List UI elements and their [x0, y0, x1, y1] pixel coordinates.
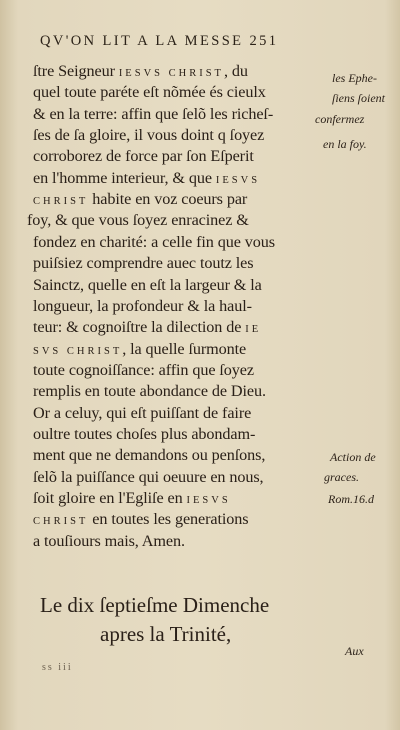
text-segment: en l'homme interieur, & que	[33, 168, 216, 187]
text-segment: habite en voz coeurs par	[88, 190, 248, 209]
text-segment: en toutes les generations	[88, 510, 249, 529]
text-segment: corroborez de force par ſon Eſperit	[33, 147, 254, 166]
text-segment: quel toute paréte eſt nõmée és cieulx	[33, 83, 266, 102]
text-line	[33, 446, 265, 465]
small-caps-name: IESVS	[215, 174, 261, 186]
section-heading-line1: Le dix ſeptieſme Dimenche	[40, 593, 270, 617]
running-head: QV'ON LIT A LA MESSE 251	[40, 33, 279, 49]
text-segment: ſes de ſa gloire, il vous doint q ſoyez	[33, 126, 265, 145]
small-caps-name: CHRIST	[33, 196, 89, 208]
text-segment: toute cognoiſſance: affin que ſoyez	[33, 360, 254, 379]
text-segment: & en la terre: affin que ſelõ les richeſ-	[33, 104, 274, 123]
text-line	[33, 276, 262, 295]
small-caps-name: CHRIST	[33, 516, 89, 528]
text-segment: remplis en toute abondance de Dieu.	[33, 382, 266, 401]
text-line	[33, 468, 264, 487]
small-caps-name: IESVS CHRIST	[118, 68, 224, 79]
margin-note: Rom.16.d	[328, 492, 374, 506]
text-segment: , la quelle ſurmonte	[122, 339, 247, 358]
text-line	[33, 361, 254, 380]
text-line	[33, 254, 253, 273]
text-segment: ſtre Seigneur	[33, 62, 119, 80]
text-segment: , du	[223, 62, 248, 80]
text-line	[33, 340, 246, 359]
text-line	[33, 382, 266, 401]
small-caps-name: IESVS	[186, 495, 231, 506]
text-segment: ſelõ la puiſſance qui oeuure en nous,	[33, 467, 264, 486]
small-caps-name: IE	[245, 324, 262, 336]
text-segment: fondez en charité: a celle fin que vous	[33, 232, 275, 251]
text-line	[33, 62, 248, 81]
text-line	[33, 532, 185, 551]
text-line	[33, 147, 254, 166]
text-segment: oultre toutes choſes plus abondam-	[33, 424, 256, 443]
text-line	[33, 83, 266, 102]
text-line	[33, 489, 231, 508]
margin-note: graces.	[324, 470, 359, 484]
text-segment: puiſsiez comprendre auec toutz les	[33, 254, 254, 273]
text-line	[33, 126, 264, 145]
text-segment: longueur, la profondeur & la haul-	[33, 296, 252, 315]
margin-note: les Ephe-	[332, 71, 377, 85]
margin-note: Action de	[330, 450, 376, 464]
text-line	[33, 510, 248, 529]
text-segment: a touſiours mais, Amen.	[33, 531, 185, 550]
text-line	[33, 169, 260, 188]
text-line	[27, 211, 249, 230]
text-segment: foy, & que vous ſoyez enracinez &	[27, 211, 249, 230]
text-segment: Sainctz, quelle en eſt la largeur & la	[33, 275, 262, 294]
text-line	[33, 297, 252, 316]
margin-note: en la foy.	[323, 137, 367, 151]
text-line	[33, 404, 251, 423]
text-segment: Or a celuy, qui eſt puiſſant de faire	[33, 403, 252, 422]
text-segment: ſoit gloire en l'Egliſe en	[33, 489, 187, 507]
margin-note: confermez	[315, 112, 365, 126]
text-line	[33, 233, 275, 252]
margin-note: ſiens ſoient	[332, 91, 385, 105]
text-segment: ment que ne demandons ou penſons,	[33, 446, 266, 465]
text-line	[33, 105, 273, 124]
text-line	[33, 425, 255, 444]
small-caps-name: SVS CHRIST	[33, 345, 123, 357]
text-line	[33, 190, 247, 209]
signature-mark: ss iii	[42, 662, 73, 673]
text-segment: teur: & cognoiſtre la dilection de	[33, 318, 246, 337]
section-heading-line2: apres la Trinité,	[100, 622, 232, 646]
text-line	[33, 318, 261, 337]
catchword: Aux	[345, 644, 364, 658]
